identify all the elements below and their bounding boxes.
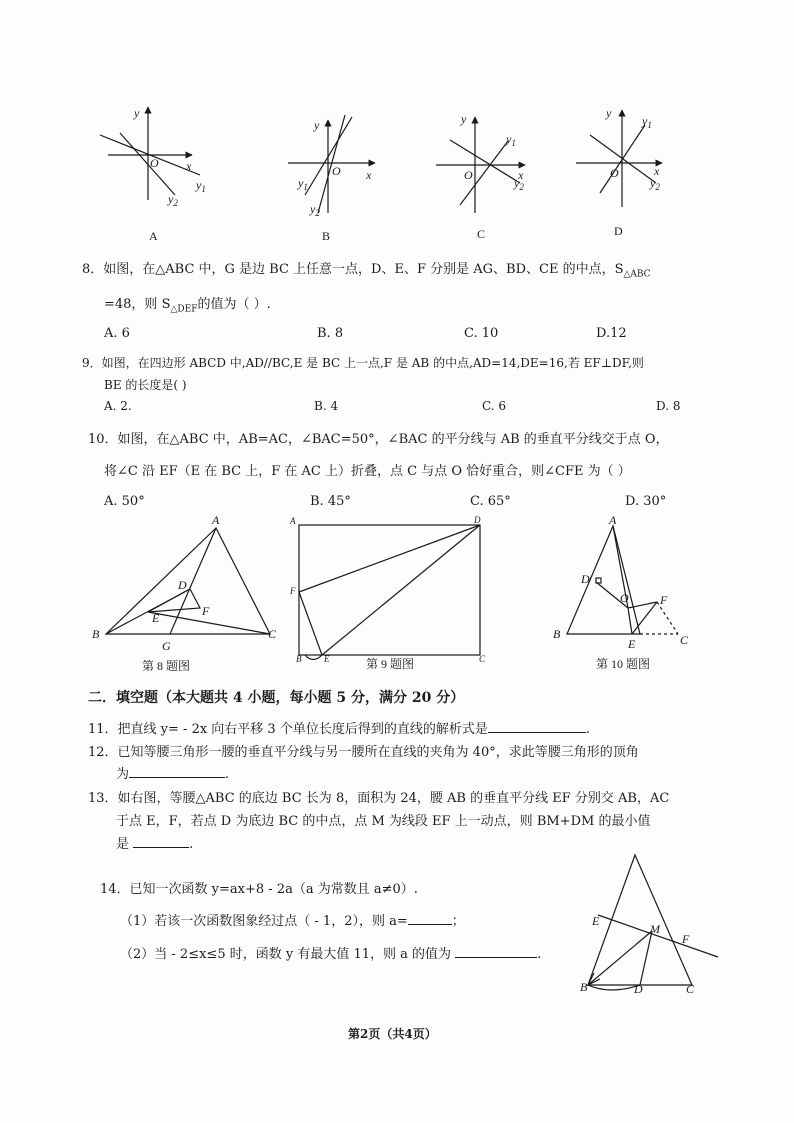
fig10-caption: 第 10 题图	[596, 657, 651, 671]
graph-options-figure	[0, 95, 794, 255]
q14-part2	[120, 943, 541, 962]
q13-line2: 于点 E，F，若点 D 为底边 BC 的中点，点 M 为线段 EF 上一动点，则 BM+DM 的最小值	[116, 814, 651, 829]
quadrilateral-abcd	[299, 525, 480, 655]
q8-line2-sub: △DEF	[170, 304, 198, 315]
q14-part1	[120, 910, 465, 929]
fig8-label-a: A	[212, 513, 220, 527]
q12-line2-text: 为	[116, 767, 130, 782]
graph-d-y2-label: $y_2$	[650, 176, 660, 192]
q13-line3	[116, 833, 193, 852]
q11-end: .	[585, 722, 590, 737]
q14-line1: 14．已知一次函数 y=ax+8 - 2a（a 为常数且 a≠0）.	[100, 882, 418, 897]
q12-line1: 12．已知等腰三角形一腰的垂直平分线与另一腰所在直线的夹角为 40°，求此等腰三角形的顶角	[88, 745, 639, 760]
q8-line2	[104, 293, 271, 315]
option-c-label: C	[477, 227, 486, 241]
arc-be	[305, 655, 322, 660]
segment-ef	[299, 592, 322, 655]
q13-line1: 13．如右图，等腰△ABC 的底边 BC 长为 8，面积为 24，腰 AB 的垂直平分线 EF 分别交 AB，AC	[88, 791, 670, 806]
graph-a	[100, 107, 200, 200]
graph-b-origin: O	[332, 164, 341, 178]
fig10-label-a: A	[609, 513, 617, 527]
q14-part2-text: （2）当 - 2≤x≤5 时，函数 y 有最大值 11，则 a 的值为	[120, 947, 452, 962]
triangle-abc	[106, 528, 270, 634]
option-a-label: A	[149, 229, 158, 243]
graph-a-origin: O	[150, 156, 159, 170]
page-number: 第2页（共4页）	[348, 1027, 437, 1041]
segment-de	[322, 525, 480, 655]
section-2-title: 二．填空题（本大题共 4 小题，每小题 5 分，满分 20 分）	[88, 690, 465, 706]
q11	[88, 718, 590, 737]
q12-answer-blank[interactable]	[129, 765, 225, 778]
q13-answer-blank[interactable]	[133, 835, 189, 848]
fig13-label-b: B	[580, 980, 588, 994]
graph-d-x-label: x	[654, 164, 660, 178]
q8-line1	[82, 258, 651, 280]
fig8-label-c: C	[268, 627, 277, 641]
q10-option-b: B. 45°	[310, 494, 351, 509]
graph-b-y1-label: $y_1$	[298, 176, 308, 192]
q10-option-d: D. 30°	[625, 494, 667, 509]
fig8-label-b: B	[92, 627, 100, 641]
graph-c-y-label: y	[461, 112, 467, 126]
q10-option-c: C. 65°	[470, 494, 511, 509]
fig13-label-c: C	[686, 982, 695, 996]
fig9-label-e: E	[324, 654, 330, 664]
q14-part1-text: （1）若该一次函数图象经过点（ - 1，2），则 a=	[120, 914, 408, 929]
q8-line2-text-b: 的值为（ ）.	[197, 297, 271, 312]
q14-part1-end: ；	[451, 914, 465, 929]
figures-8-9-10	[0, 512, 794, 677]
q13-line3-text: 是	[116, 837, 130, 852]
q9-option-d: D. 8	[656, 399, 681, 413]
q10-option-a: A. 50°	[104, 494, 145, 509]
fig9-label-b: B	[296, 654, 302, 664]
graph-a-x-label: x	[186, 159, 192, 173]
q11-text: 11．把直线 y= - 2x 向右平移 3 个单位长度后得到的直线的解析式是	[88, 722, 488, 737]
figure-13	[570, 845, 730, 1000]
q8-option-a: A. 6	[104, 326, 130, 341]
fig9-caption: 第 9 题图	[366, 657, 415, 671]
graph-d-y-label: y	[606, 106, 612, 120]
segment-df	[299, 525, 480, 592]
graph-a-y2-label: $y_2$	[168, 192, 178, 208]
q14-part2-answer-blank[interactable]	[455, 945, 537, 958]
q13-end: .	[189, 837, 194, 852]
graph-b-x-label: x	[366, 168, 372, 182]
fig9-label-d: D	[474, 515, 481, 525]
q8-option-c: C. 10	[464, 326, 499, 341]
q8-line2-text-a: =48，则 S	[104, 297, 171, 312]
q9-option-a: A. 2.	[104, 399, 132, 413]
fig8-caption: 第 8 题图	[142, 659, 191, 673]
graph-d-y1-label: $y_1$	[642, 114, 652, 130]
graph-b-y-label: y	[314, 118, 320, 132]
figure-9	[299, 525, 480, 660]
graph-c-x-label: x	[518, 168, 524, 182]
triangle-abc	[588, 855, 692, 985]
fig8-label-d: D	[178, 578, 187, 592]
q9-line2: BE 的长度是( )	[104, 378, 187, 392]
graph-a-y1-label: $y_1$	[196, 178, 206, 194]
line-y2	[450, 140, 520, 183]
segment-oe	[628, 608, 632, 634]
q8-line1-text: 8．如图，在△ABC 中，G 是边 BC 上任意一点，D、E、F 分别是 AG、BD、CE 的中点，S	[82, 262, 624, 277]
fig10-label-e: E	[628, 637, 636, 651]
graph-c-y1-label: $y_1$	[506, 132, 516, 148]
fig8-label-g: G	[162, 639, 171, 653]
q9-line1: 9．如图，在四边形 ABCD 中,AD//BC,E 是 BC 上一点,F 是 AB 的中点,AD=14,DE=16,若 EF⊥DF,则	[82, 356, 644, 370]
q14-part2-end: .	[537, 947, 542, 962]
fig13-label-f: F	[682, 932, 690, 946]
option-b-label: B	[322, 229, 331, 243]
graph-b-y2-label: $y_2$	[310, 202, 320, 218]
fig13-label-d: D	[634, 982, 643, 996]
fig9-label-c: C	[479, 654, 486, 664]
q8-option-b: B. 8	[317, 326, 344, 341]
graph-c	[436, 117, 525, 213]
arc-bd	[588, 985, 640, 990]
q10-line1: 10．如图，在△ABC 中，AB=AC，∠BAC=50°，∠BAC 的平分线与 AB 的垂直平分线交于点 O，	[88, 432, 669, 447]
graph-a-y-label: y	[134, 106, 140, 120]
fig10-label-c: C	[680, 633, 689, 647]
fig9-label-a: A	[290, 516, 296, 526]
fig13-label-e: E	[592, 914, 600, 928]
q11-answer-blank[interactable]	[488, 720, 586, 733]
fig10-label-o: O	[620, 591, 629, 605]
fig10-label-f: F	[660, 593, 668, 607]
fig10-label-d: D	[581, 572, 590, 586]
fig8-label-f: F	[202, 604, 210, 618]
figure-8	[106, 528, 270, 634]
graph-c-y2-label: $y_2$	[514, 176, 524, 192]
q8-line1-sub: △ABC	[623, 269, 651, 280]
q12-end: .	[225, 767, 230, 782]
fig8-label-e: E	[152, 611, 160, 625]
fig10-label-b: B	[553, 627, 561, 641]
option-d-label: D	[614, 224, 623, 238]
q10-line2: 将∠C 沿 EF（E 在 BC 上，F 在 AC 上）折叠，点 C 与点 O 恰好重合，则∠CFE 为（ ）	[104, 464, 631, 479]
q14-part1-answer-blank[interactable]	[408, 912, 452, 925]
q8-option-d: D.12	[596, 326, 627, 341]
fig9-label-f: F	[290, 586, 296, 596]
graph-d-origin: O	[610, 166, 619, 180]
q12-line2	[116, 763, 229, 782]
q9-option-c: C. 6	[482, 399, 507, 413]
fig13-label-m: M	[650, 922, 660, 936]
q9-option-b: B. 4	[314, 399, 339, 413]
graph-c-origin: O	[464, 168, 473, 182]
triangle-def	[148, 589, 200, 612]
segment-ag	[170, 528, 216, 634]
